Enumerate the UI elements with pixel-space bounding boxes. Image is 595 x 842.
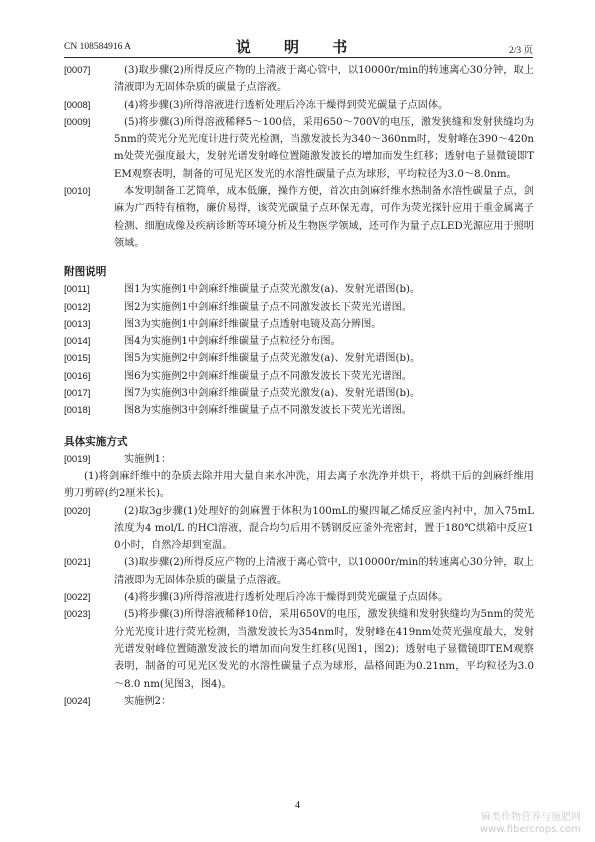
- paragraph-number: [0017]: [64, 388, 91, 400]
- paragraph: [64, 333, 534, 350]
- paragraph-group-embodiment: [64, 451, 534, 710]
- paragraph-number: [0023]: [64, 609, 91, 621]
- paragraph: [64, 97, 534, 114]
- paragraph-number: [0016]: [64, 370, 91, 382]
- watermark-line-1: 麻类作物营养与施肥网: [481, 812, 581, 823]
- paragraph-text: 实施例2：: [124, 695, 172, 707]
- paragraph-number: [0012]: [64, 301, 91, 313]
- paragraph-text: 图8为实施例3中剑麻纤维碳量子点不同激发波长下荧光光谱图。: [124, 405, 413, 417]
- paragraph-text: (1)将剑麻纤维中的杂质去除并用大量自来水冲洗，用去离子水洗净并烘干，将烘干后的剑麻纤维用剪刀剪碎(约2厘米长)。: [64, 470, 534, 500]
- paragraph: [64, 350, 534, 367]
- paragraph-number: [0010]: [64, 186, 91, 198]
- paragraph-number: [0019]: [64, 453, 91, 465]
- paragraph-number: [0021]: [64, 557, 91, 569]
- figures-heading: 附图说明: [64, 266, 107, 279]
- paragraph: [64, 451, 534, 468]
- paragraph-group-intro: [64, 62, 534, 252]
- page-number: 4: [295, 800, 300, 811]
- watermark: [480, 812, 581, 836]
- paragraph-number: [0022]: [64, 592, 91, 604]
- paragraph-text: (4)将步骤(3)所得溶液进行透析处理后冷冻干燥得到荧光碳量子点固体。: [124, 99, 449, 111]
- embodiment-heading: 具体实施方式: [64, 435, 128, 448]
- document-title: 说 明 书: [235, 38, 362, 56]
- document-body: [64, 62, 534, 710]
- figure-description-list: [64, 281, 534, 419]
- paragraph: [64, 281, 534, 298]
- paragraph: [64, 503, 534, 555]
- paragraph-number: [0008]: [64, 99, 91, 111]
- paragraph: [64, 368, 534, 385]
- paragraph-text: 图1为实施例1中剑麻纤维碳量子点荧光激发(a)、发射光谱图(b)。: [124, 284, 421, 296]
- paragraph: [64, 402, 534, 419]
- paragraph: [64, 606, 534, 692]
- paragraph: [64, 183, 534, 252]
- paragraph-number: [0015]: [64, 353, 91, 365]
- paragraph-text: (4)将步骤(3)所得溶液进行透析处理后冷冻干燥得到荧光碳量子点固体。: [124, 592, 449, 604]
- paragraph-text: (5)将步骤(3)所得溶液稀释10倍，采用650V的电压，激发狭缝和发射狭缝均为5nm的荧光分光光度计进行荧光检测，当激发波长为354nm时，发射峰在419nm处荧光强度最大，发射光谱发射峰位置随激发波长的增加而向发生红移(见图1，图2)；透射电子显微镜即TEM观察表明，制备的可见光区发光的水溶性碳量子点为球形，晶格间距为0.21nm，平均粒径为3.0～8.0 nm(见图3，图4)。: [114, 609, 534, 690]
- paragraph-text: (3)取步骤(2)所得反应产物的上清液于离心管中，以10000r/min的转速离心30分钟，取上清液即为无固体杂质的碳量子点溶液。: [114, 65, 534, 94]
- page-header: [64, 36, 533, 56]
- paragraph-text: 图6为实施例2中剑麻纤维碳量子点不同激发波长下荧光光谱图。: [124, 370, 413, 382]
- paragraph-number: [0020]: [64, 505, 91, 517]
- paragraph-text: (3)取步骤(2)所得反应产物的上清液于离心管中，以10000r/min的转速离心30分钟，取上清液即为无固体杂质的碳量子点溶液。: [114, 557, 534, 586]
- paragraph-number: [0007]: [64, 65, 91, 76]
- paragraph: [64, 62, 534, 97]
- paragraph-text: (5)将步骤(3)所得溶液稀释5～100倍，采用650～700V的电压，激发狭缝和发射狭缝均为5nm的荧光分光光度计进行荧光检测，当激发波长为340～360nm时，发射峰在390～420nm处荧光强度最大，发射光谱发射峰位置随激发波长的增加而发生红移；透射电子显微镜即TEM观察表明，制备的可见光区发光的水溶性碳量子点为球形，平均粒径为3.0～8.0nm。: [114, 116, 534, 180]
- paragraph: [64, 299, 534, 316]
- paragraph: [64, 468, 534, 503]
- paragraph-number: [0009]: [64, 116, 91, 128]
- paragraph-text: 图4为实施例1中剑麻纤维碳量子点粒径分布图。: [124, 336, 341, 348]
- paragraph-number: [0014]: [64, 336, 91, 348]
- paragraph-number: [0024]: [64, 695, 91, 707]
- paragraph-text: 图3为实施例1中剑麻纤维碳量子点透射电镜及高分辨图。: [124, 318, 382, 330]
- paragraph-text: 本发明制备工艺简单，成本低廉，操作方便，首次由剑麻纤维水热制备水溶性碳量子点，剑麻为广西特有植物，廉价易得，该荧光碳量子点环保无毒，可作为荧光探针应用于重金属离子检测、细胞成像及疾病诊断等环境分析及生物医学领域，还可作为量子点LED光源应用于照明领域。: [114, 186, 534, 249]
- paragraph-text: 图5为实施例2中剑麻纤维碳量子点荧光激发(a)、发射光谱图(b)。: [124, 353, 421, 365]
- paragraph: [64, 316, 534, 333]
- watermark-line-2: www.fibercrops.com: [479, 824, 581, 835]
- paragraph: [64, 589, 534, 606]
- paragraph-number: [0018]: [64, 405, 91, 417]
- paragraph-number: [0011]: [64, 284, 90, 296]
- paragraph-text: (2)取3g步骤(1)处理好的剑麻置于体积为100mL的聚四氟乙烯反应釜内衬中，加入75mL 浓度为4 mol/L 的HCl溶液，混合均匀后用不锈钢反应釜外壳密封，置于180℃烘箱中反应10小时，自然冷却到室温。: [114, 505, 534, 552]
- paragraph-number: [0013]: [64, 318, 91, 330]
- paragraph: [64, 114, 534, 183]
- paragraph: [64, 693, 534, 710]
- paragraph-text: 图2为实施例1中剑麻纤维碳量子点不同激发波长下荧光光谱图。: [124, 301, 413, 313]
- publication-number: CN 108584916 A: [64, 42, 132, 52]
- paragraph-text: 图7为实施例3中剑麻纤维碳量子点荧光激发(a)、发射光谱图(b)。: [124, 388, 421, 400]
- page-indicator: 2/3 页: [508, 46, 533, 56]
- header-divider: [64, 57, 533, 58]
- paragraph: [64, 385, 534, 402]
- paragraph: [64, 554, 534, 589]
- paragraph-text: 实施例1：: [124, 453, 172, 465]
